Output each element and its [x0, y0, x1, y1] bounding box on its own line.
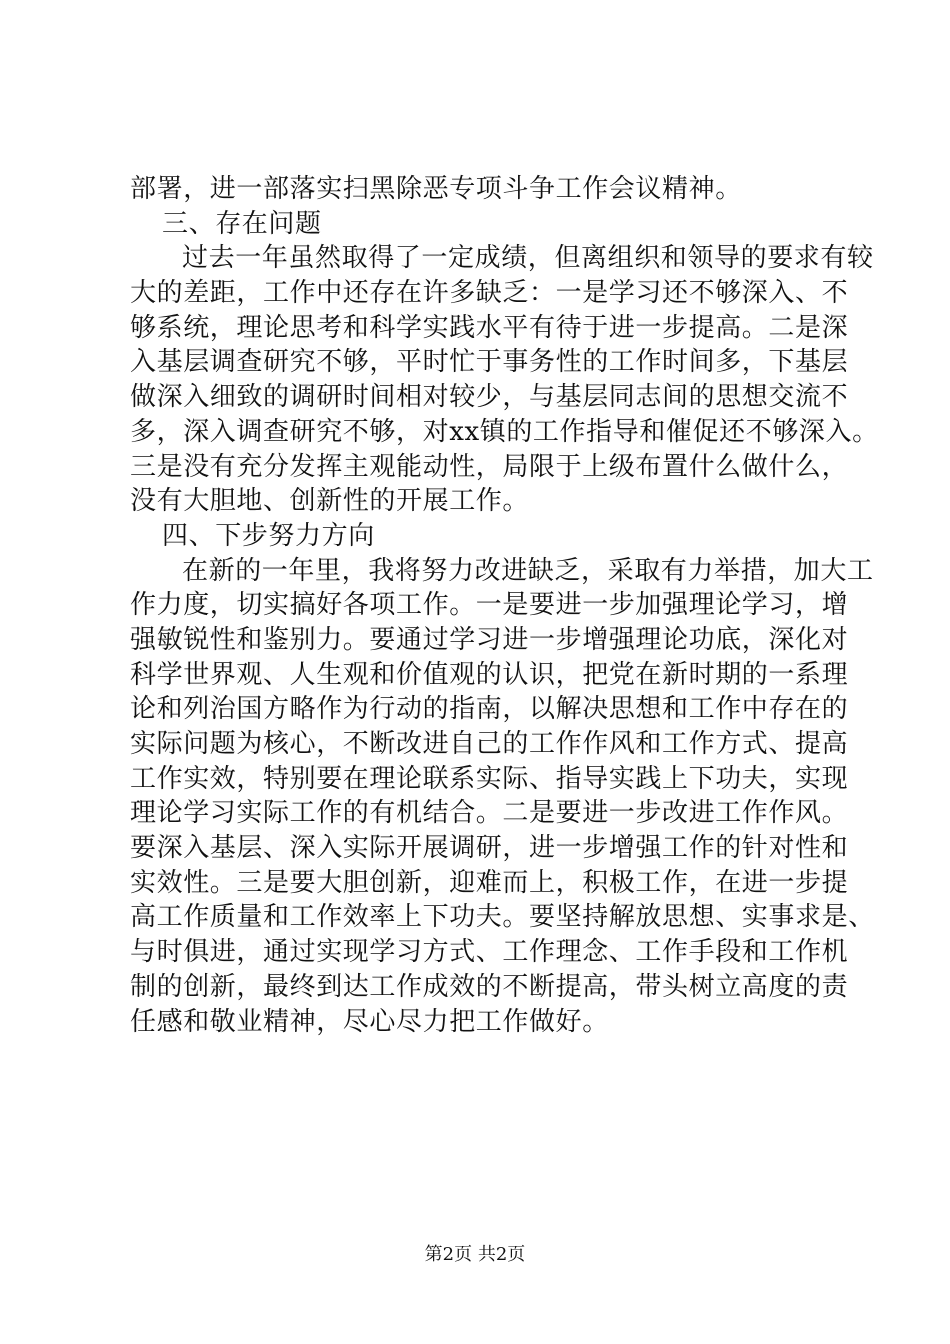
section-heading: 三、存在问题	[162, 208, 322, 239]
text-line: 论和列治国方略作为行动的指南，以解决思想和工作中存在的	[130, 694, 849, 725]
paragraph-last-line: 任感和敬业精神，尽心尽力把工作做好。	[130, 1006, 609, 1037]
text-line: 实际问题为核心，不断改进自己的工作作风和工作方式、提高	[130, 729, 849, 759]
section-heading: 四、下步努力方向	[162, 520, 375, 551]
paragraph-last-line: 部署，进一部落实扫黑除恶专项斗争工作会议精神。	[130, 174, 742, 204]
text-line: 要深入基层、深入实际开展调研，进一步增强工作的针对性和	[130, 833, 849, 864]
text-line: 多，深入调查研究不够，对xx镇的工作指导和催促还不够深入。	[130, 416, 879, 447]
text-line: 够系统，理论思考和科学实践水平有待于进一步提高。二是深	[130, 312, 849, 343]
text-line: 大的差距，工作中还存在许多缺乏：一是学习还不够深入、不	[130, 278, 849, 309]
paragraph-last-line: 没有大胆地、创新性的开展工作。	[130, 486, 530, 517]
text-line: 制的创新，最终到达工作成效的不断提高，带头树立高度的责	[130, 971, 849, 1002]
text-line: 理论学习实际工作的有机结合。二是要进一步改进工作作风。	[130, 798, 849, 829]
text-line: 与时俱进，通过实现学习方式、工作理念、工作手段和工作机	[130, 937, 849, 968]
text-line: 做深入细致的调研时间相对较少，与基层同志间的思想交流不	[130, 382, 849, 413]
text-line: 实效性。三是要大胆创新，迎难而上，积极工作，在进一步提	[130, 867, 849, 898]
text-line: 工作实效，特别要在理论联系实际、指导实践上下功夫，实现	[130, 763, 849, 794]
paragraph-first-line: 在新的一年里，我将努力改进缺乏，采取有力举措，加大工	[182, 555, 874, 586]
text-line: 科学世界观、人生观和价值观的认识，把党在新时期的一系理	[130, 659, 849, 690]
text-line: 作力度，切实搞好各项工作。一是要进一步加强理论学习，增	[130, 590, 849, 621]
text-line: 强敏锐性和鉴别力。要通过学习进一步增强理论功底，深化对	[130, 624, 849, 655]
text-line: 入基层调查研究不够，平时忙于事务性的工作时间多，下基层	[130, 347, 849, 378]
text-line: 高工作质量和工作效率上下功夫。要坚持解放思想、实事求是、	[130, 902, 875, 933]
document-body	[130, 172, 879, 1039]
page-footer: 第2页 共2页	[424, 1244, 526, 1265]
text-line: 三是没有充分发挥主观能动性，局限于上级布置什么做什么，	[130, 451, 849, 482]
paragraph-first-line: 过去一年虽然取得了一定成绩，但离组织和领导的要求有较	[182, 243, 874, 274]
